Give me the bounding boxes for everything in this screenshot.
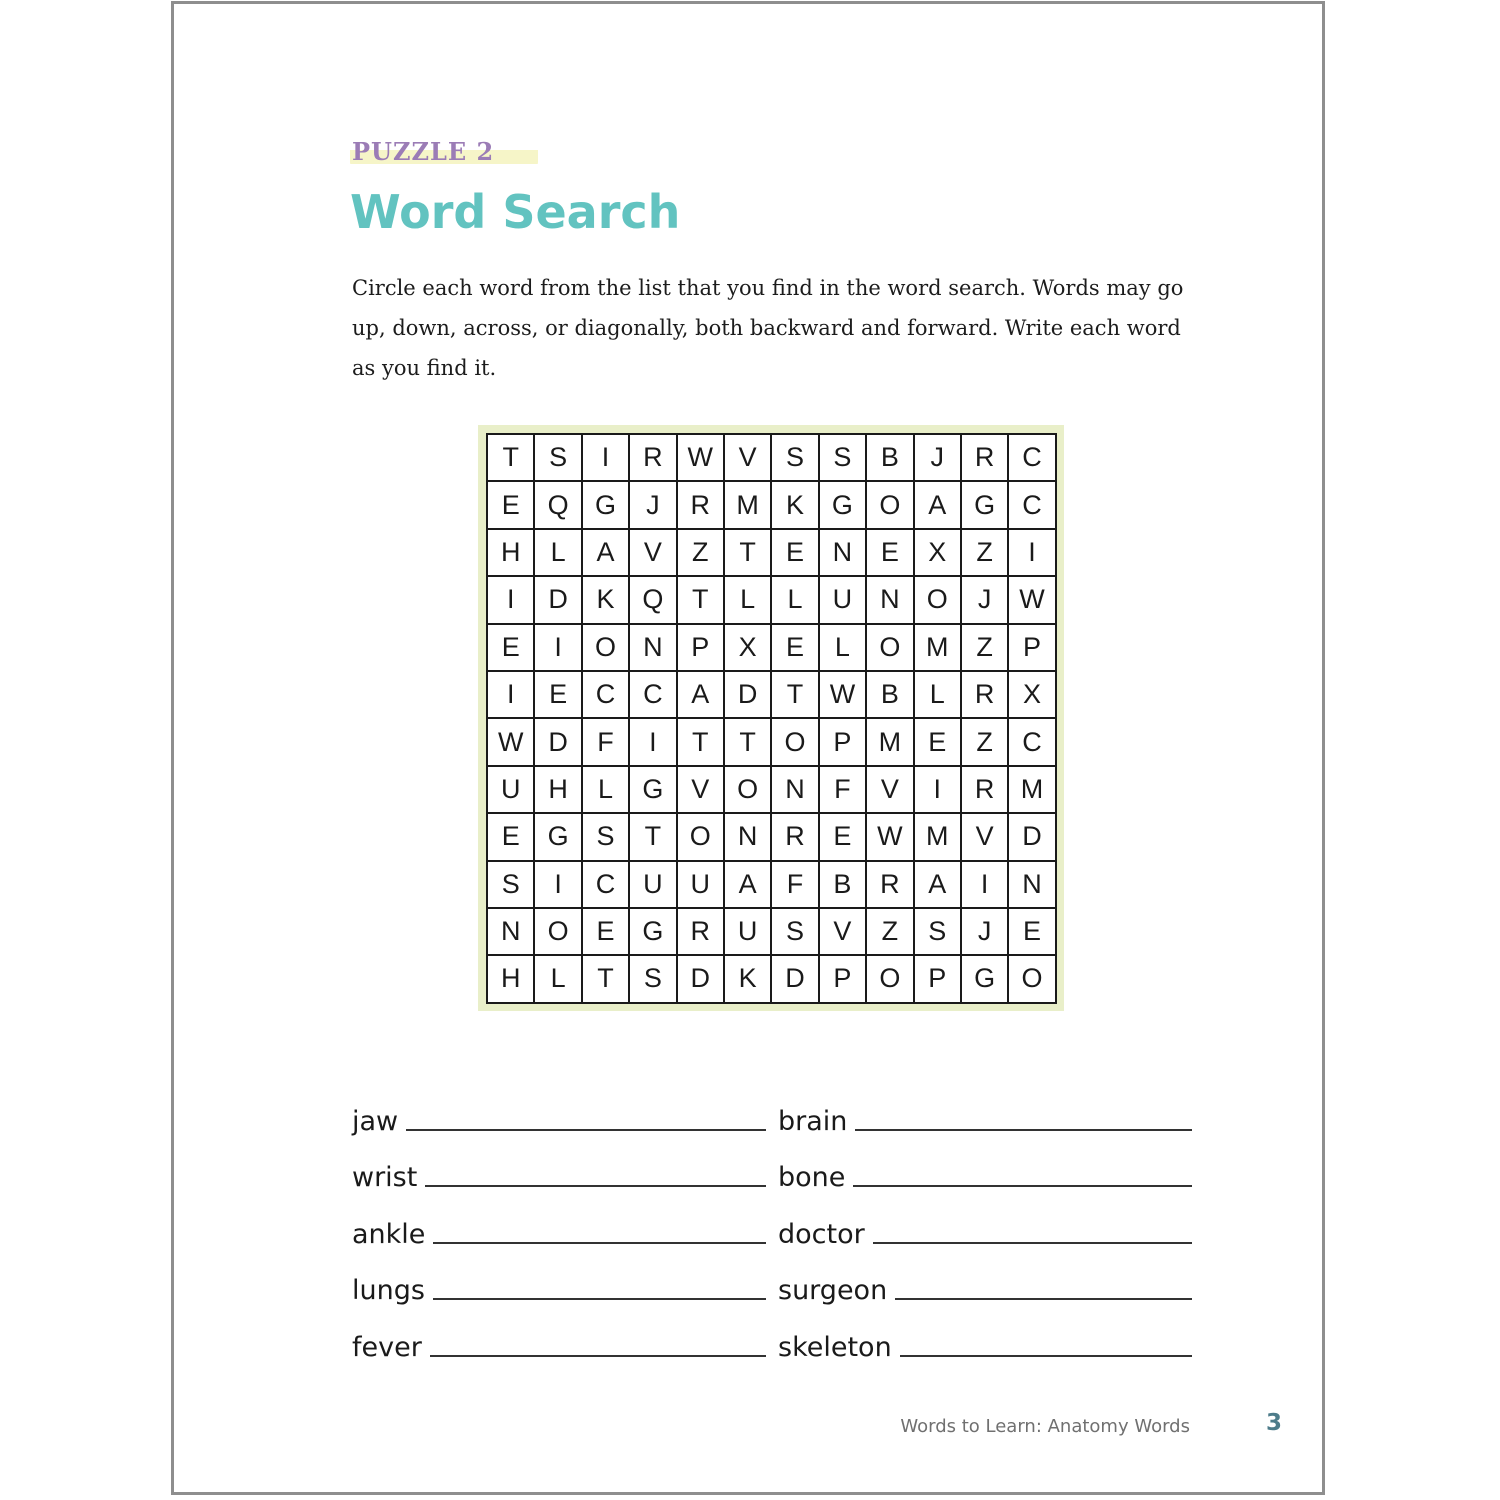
grid-cell[interactable]: M (867, 719, 914, 766)
grid-cell[interactable]: I (535, 862, 582, 909)
answer-line[interactable] (425, 1185, 766, 1187)
grid-cell[interactable]: H (535, 767, 582, 814)
grid-cell[interactable]: E (820, 814, 867, 861)
grid-cell[interactable]: N (820, 530, 867, 577)
grid-cell[interactable]: V (678, 767, 725, 814)
word-label: brain (778, 1105, 848, 1137)
grid-cell[interactable]: C (1009, 719, 1056, 766)
grid-cell[interactable]: R (630, 435, 677, 482)
grid-cell[interactable]: A (678, 672, 725, 719)
grid-cell[interactable]: C (1009, 482, 1056, 529)
grid-cell[interactable]: I (488, 577, 535, 624)
grid-cell[interactable]: D (535, 577, 582, 624)
grid-cell[interactable]: N (1009, 862, 1056, 909)
grid-cell[interactable]: O (867, 956, 914, 1003)
grid-cell[interactable]: Z (962, 719, 1009, 766)
grid-cell[interactable]: L (535, 956, 582, 1003)
grid-cell[interactable]: D (535, 719, 582, 766)
word-label: wrist (352, 1162, 418, 1193)
grid-cell[interactable]: G (583, 482, 630, 529)
grid-cell[interactable]: R (678, 482, 725, 529)
grid-cell[interactable]: P (678, 625, 725, 672)
grid-cell[interactable]: N (488, 909, 535, 956)
grid-cell[interactable]: I (962, 862, 1009, 909)
grid-cell[interactable]: I (1009, 530, 1056, 577)
grid-cell[interactable]: O (772, 719, 819, 766)
grid-cell[interactable]: G (630, 767, 677, 814)
grid-cell[interactable]: K (583, 577, 630, 624)
grid-cell[interactable]: T (630, 814, 677, 861)
grid-cell[interactable]: C (630, 672, 677, 719)
grid-cell[interactable]: H (488, 530, 535, 577)
grid-cell[interactable]: X (725, 625, 772, 672)
grid-cell[interactable]: S (488, 862, 535, 909)
grid-cell[interactable]: D (772, 956, 819, 1003)
grid-cell[interactable]: L (535, 530, 582, 577)
grid-cell[interactable]: P (820, 719, 867, 766)
grid-cell[interactable]: R (867, 862, 914, 909)
grid-cell[interactable]: V (867, 767, 914, 814)
grid-cell[interactable]: R (962, 435, 1009, 482)
grid-cell[interactable]: W (1009, 577, 1056, 624)
footer-text: Words to Learn: Anatomy Words (900, 1416, 1190, 1437)
grid-cell[interactable]: T (678, 719, 725, 766)
grid-cell[interactable]: V (725, 435, 772, 482)
grid-cell[interactable]: S (535, 435, 582, 482)
grid-cell[interactable]: T (583, 956, 630, 1003)
grid-cell[interactable]: A (915, 862, 962, 909)
word-item (352, 1193, 766, 1250)
grid-cell[interactable]: E (535, 672, 582, 719)
grid-cell[interactable]: I (535, 625, 582, 672)
grid-cell[interactable]: E (488, 814, 535, 861)
answer-line[interactable] (895, 1298, 1192, 1300)
grid-cell[interactable]: R (962, 672, 1009, 719)
grid-cell[interactable]: D (1009, 814, 1056, 861)
grid-cell[interactable]: S (772, 909, 819, 956)
grid-cell[interactable]: V (820, 909, 867, 956)
word-item (778, 1250, 1192, 1307)
grid-cell[interactable]: O (535, 909, 582, 956)
grid-cell[interactable]: O (725, 767, 772, 814)
answer-line[interactable] (900, 1355, 1192, 1357)
grid-cell[interactable]: G (962, 956, 1009, 1003)
grid-cell[interactable]: B (867, 672, 914, 719)
grid-cell[interactable]: F (772, 862, 819, 909)
grid-cell[interactable]: U (488, 767, 535, 814)
grid-cell[interactable]: E (772, 625, 819, 672)
grid-cell[interactable]: N (772, 767, 819, 814)
instructions-text: Circle each word from the list that you find in the word search. Words may go up, down, across, or diagonally, both backward and forward. Write each word as you find it. (352, 276, 1184, 380)
grid-cell[interactable]: U (725, 909, 772, 956)
grid-cell[interactable]: S (820, 435, 867, 482)
grid-cell[interactable]: B (867, 435, 914, 482)
word-label: surgeon (778, 1275, 888, 1306)
answer-line[interactable] (406, 1129, 766, 1131)
grid-cell[interactable]: W (678, 435, 725, 482)
grid-cell[interactable]: S (630, 956, 677, 1003)
grid-cell[interactable]: N (725, 814, 772, 861)
grid-cell[interactable]: U (820, 577, 867, 624)
grid-cell[interactable]: Z (678, 530, 725, 577)
grid-cell[interactable]: S (772, 435, 819, 482)
word-item (778, 1193, 1192, 1250)
grid-cell[interactable]: V (630, 530, 677, 577)
grid-cell[interactable]: F (820, 767, 867, 814)
grid-cell[interactable]: E (488, 482, 535, 529)
grid-cell[interactable]: B (820, 862, 867, 909)
grid-cell[interactable]: T (678, 577, 725, 624)
grid-cell[interactable]: C (1009, 435, 1056, 482)
grid-cell[interactable]: L (725, 577, 772, 624)
grid-cell[interactable]: S (583, 814, 630, 861)
word-item (778, 1137, 1192, 1194)
word-label: fever (352, 1331, 422, 1363)
grid-cell[interactable]: M (915, 814, 962, 861)
grid-cell[interactable]: O (867, 482, 914, 529)
grid-cell[interactable]: U (678, 862, 725, 909)
word-label: skeleton (778, 1331, 892, 1363)
grid-cell[interactable]: U (630, 862, 677, 909)
answer-line[interactable] (873, 1242, 1192, 1244)
grid-cell[interactable]: V (962, 814, 1009, 861)
grid-cell[interactable]: J (962, 577, 1009, 624)
puzzle-label: PUZZLE 2 (350, 135, 538, 168)
grid-cell[interactable]: Z (962, 530, 1009, 577)
grid-cell[interactable]: E (583, 909, 630, 956)
grid-cell[interactable]: J (915, 435, 962, 482)
grid-cell[interactable]: Z (962, 625, 1009, 672)
word-item (778, 1306, 1192, 1363)
grid-cell[interactable]: T (772, 672, 819, 719)
grid-cell[interactable]: K (772, 482, 819, 529)
grid-cell[interactable]: O (915, 577, 962, 624)
grid-cell[interactable]: E (488, 625, 535, 672)
grid-cell[interactable]: D (725, 672, 772, 719)
grid-cell[interactable]: G (630, 909, 677, 956)
grid-cell[interactable]: E (915, 719, 962, 766)
word-list (352, 1080, 1194, 1363)
word-label: lungs (352, 1275, 425, 1306)
grid-cell[interactable]: D (678, 956, 725, 1003)
grid-cell[interactable]: P (915, 956, 962, 1003)
grid-cell[interactable]: S (915, 909, 962, 956)
word-search-grid (486, 433, 1057, 1004)
page-title: Word Search (350, 185, 681, 239)
grid-cell[interactable]: R (678, 909, 725, 956)
word-item (352, 1080, 766, 1137)
answer-line[interactable] (433, 1242, 766, 1244)
answer-line[interactable] (430, 1355, 766, 1357)
grid-cell[interactable]: I (915, 767, 962, 814)
word-item (352, 1137, 766, 1194)
word-label: doctor (778, 1218, 865, 1250)
grid-cell[interactable]: G (535, 814, 582, 861)
grid-cell[interactable]: A (725, 862, 772, 909)
grid-cell[interactable]: E (1009, 909, 1056, 956)
grid-cell[interactable]: N (630, 625, 677, 672)
word-item (352, 1250, 766, 1307)
grid-cell[interactable]: T (725, 719, 772, 766)
grid-cell[interactable]: W (867, 814, 914, 861)
grid-cell[interactable]: G (820, 482, 867, 529)
grid-cell[interactable]: L (820, 625, 867, 672)
grid-cell[interactable]: M (915, 625, 962, 672)
answer-line[interactable] (433, 1298, 766, 1300)
page-number: 3 (1266, 1410, 1283, 1436)
grid-cell[interactable]: M (1009, 767, 1056, 814)
answer-line[interactable] (853, 1185, 1192, 1187)
grid-cell[interactable]: K (725, 956, 772, 1003)
word-label: bone (778, 1162, 846, 1193)
grid-cell[interactable]: X (1009, 672, 1056, 719)
grid-cell[interactable]: R (772, 814, 819, 861)
grid-cell[interactable]: G (962, 482, 1009, 529)
grid-cell[interactable]: I (488, 672, 535, 719)
grid-cell[interactable]: P (1009, 625, 1056, 672)
grid-cell[interactable]: O (583, 625, 630, 672)
grid-cell[interactable]: T (488, 435, 535, 482)
word-label: ankle (352, 1218, 426, 1250)
grid-cell[interactable]: E (772, 530, 819, 577)
grid-cell[interactable]: O (678, 814, 725, 861)
answer-line[interactable] (855, 1129, 1192, 1131)
grid-cell[interactable]: L (915, 672, 962, 719)
grid-cell[interactable]: L (772, 577, 819, 624)
grid-cell[interactable]: C (583, 672, 630, 719)
grid-cell[interactable]: E (867, 530, 914, 577)
word-item (778, 1080, 1192, 1137)
grid-cell[interactable]: O (1009, 956, 1056, 1003)
grid-cell[interactable]: L (583, 767, 630, 814)
grid-cell[interactable]: R (962, 767, 1009, 814)
grid-cell[interactable]: N (867, 577, 914, 624)
grid-cell[interactable]: M (725, 482, 772, 529)
grid-cell[interactable]: J (962, 909, 1009, 956)
grid-cell[interactable]: I (630, 719, 677, 766)
grid-cell[interactable]: I (583, 435, 630, 482)
grid-cell[interactable]: W (488, 719, 535, 766)
grid-cell[interactable]: Z (867, 909, 914, 956)
grid-cell[interactable]: T (725, 530, 772, 577)
word-label: jaw (352, 1105, 399, 1137)
grid-cell[interactable]: Q (535, 482, 582, 529)
grid-cell[interactable]: W (820, 672, 867, 719)
grid-cell[interactable]: H (488, 956, 535, 1003)
word-item (352, 1306, 766, 1363)
grid-cell[interactable]: A (915, 482, 962, 529)
grid-cell[interactable]: F (583, 719, 630, 766)
grid-cell[interactable]: P (820, 956, 867, 1003)
grid-cell[interactable]: C (583, 862, 630, 909)
grid-cell[interactable]: X (915, 530, 962, 577)
grid-cell[interactable]: A (583, 530, 630, 577)
grid-cell[interactable]: J (630, 482, 677, 529)
grid-cell[interactable]: O (867, 625, 914, 672)
grid-cell[interactable]: Q (630, 577, 677, 624)
